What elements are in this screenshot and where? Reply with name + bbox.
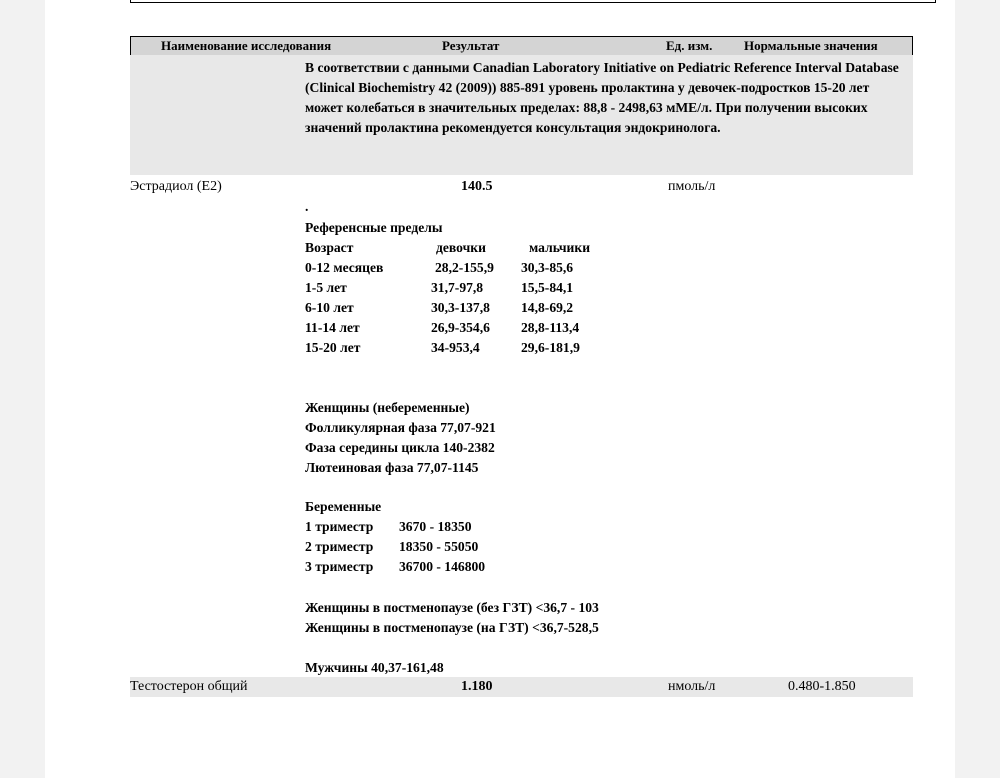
ref-girls: 31,7-97,8 xyxy=(431,280,484,295)
postmeno-hrt: Женщины в постменопаузе (на ГЗТ) <36,7-528,5 xyxy=(305,620,599,635)
reference-table xyxy=(305,238,625,358)
testosterone-normal: 0.480-1.850 xyxy=(788,679,856,694)
estradiol-dot: . xyxy=(305,199,309,214)
testosterone-name: Тестостерон общий xyxy=(130,679,248,694)
ref-col-boys: мальчики xyxy=(529,240,591,255)
header-name: Наименование исследования xyxy=(161,38,332,53)
table-row xyxy=(305,537,605,557)
postmeno-no-hrt: Женщины в постменопаузе (без ГЗТ) <36,7 - 103 xyxy=(305,600,599,615)
ref-boys: 30,3-85,6 xyxy=(521,260,574,275)
header-normal: Нормальные значения xyxy=(744,38,878,53)
trimester-label: 1 триместр xyxy=(305,519,374,534)
pregnant-table xyxy=(305,517,605,577)
table-header xyxy=(130,36,913,56)
ref-girls: 30,3-137,8 xyxy=(431,300,490,315)
ref-boys: 15,5-84,1 xyxy=(521,280,574,295)
ref-col-age: Возраст xyxy=(305,240,354,255)
header-result: Результат xyxy=(442,38,500,53)
estradiol-result: 140.5 xyxy=(461,179,493,194)
table-row xyxy=(305,258,625,278)
ref-boys: 29,6-181,9 xyxy=(521,340,580,355)
table-row xyxy=(305,557,605,577)
table-row xyxy=(305,278,625,298)
ref-girls: 26,9-354,6 xyxy=(431,320,490,335)
prolactin-note-row xyxy=(130,55,913,175)
trimester-label: 3 триместр xyxy=(305,559,374,574)
prolactin-note: В соответствии с данными Canadian Laboratory Initiative on Pediatric Reference Interval Database (Clinical Biochemistry 42 (2009)) 885-891 уровень пролактина у девочек-подростков 15-20 лет может колебаться в значительных пределах: 88,8 - 2498,63 мМЕ/л. При получении высоких значений пролактина рекомендуется консультация эндокринолога. xyxy=(305,60,899,135)
ref-age: 11-14 лет xyxy=(305,320,360,335)
ref-girls: 28,2-155,9 xyxy=(435,260,494,275)
midcycle-phase: Фаза середины цикла 140-2382 xyxy=(305,440,495,455)
women-title: Женщины (небеременные) xyxy=(305,400,470,415)
testosterone-row xyxy=(130,677,913,697)
table-row xyxy=(305,338,625,358)
ref-boys: 14,8-69,2 xyxy=(521,300,574,315)
trimester-range: 18350 - 55050 xyxy=(399,539,479,554)
ref-boys: 28,8-113,4 xyxy=(521,320,580,335)
ref-age: 6-10 лет xyxy=(305,300,354,315)
trimester-range: 3670 - 18350 xyxy=(399,519,472,534)
table-row xyxy=(305,318,625,338)
testosterone-result: 1.180 xyxy=(461,679,493,694)
trimester-label: 2 триместр xyxy=(305,539,374,554)
pregnant-title: Беременные xyxy=(305,499,382,514)
estradiol-name: Эстрадиол (Е2) xyxy=(130,179,222,194)
reference-header xyxy=(305,238,625,258)
follicular-phase: Фолликулярная фаза 77,07-921 xyxy=(305,420,496,435)
ref-col-girls: девочки xyxy=(436,240,486,255)
trimester-range: 36700 - 146800 xyxy=(399,559,486,574)
estradiol-row xyxy=(130,177,913,197)
table-row xyxy=(305,298,625,318)
ref-title: Референсные пределы xyxy=(305,220,443,235)
ref-age: 15-20 лет xyxy=(305,340,361,355)
testosterone-units: нмоль/л xyxy=(668,679,716,694)
ref-age: 0-12 месяцев xyxy=(305,260,384,275)
luteal-phase: Лютеиновая фаза 77,07-1145 xyxy=(305,460,479,475)
ref-age: 1-5 лет xyxy=(305,280,347,295)
men-range: Мужчины 40,37-161,48 xyxy=(305,660,444,675)
table-row xyxy=(305,517,605,537)
previous-table-border xyxy=(130,0,936,3)
ref-girls: 34-953,4 xyxy=(431,340,480,355)
estradiol-units: пмоль/л xyxy=(668,179,716,194)
header-units: Ед. изм. xyxy=(666,38,713,53)
